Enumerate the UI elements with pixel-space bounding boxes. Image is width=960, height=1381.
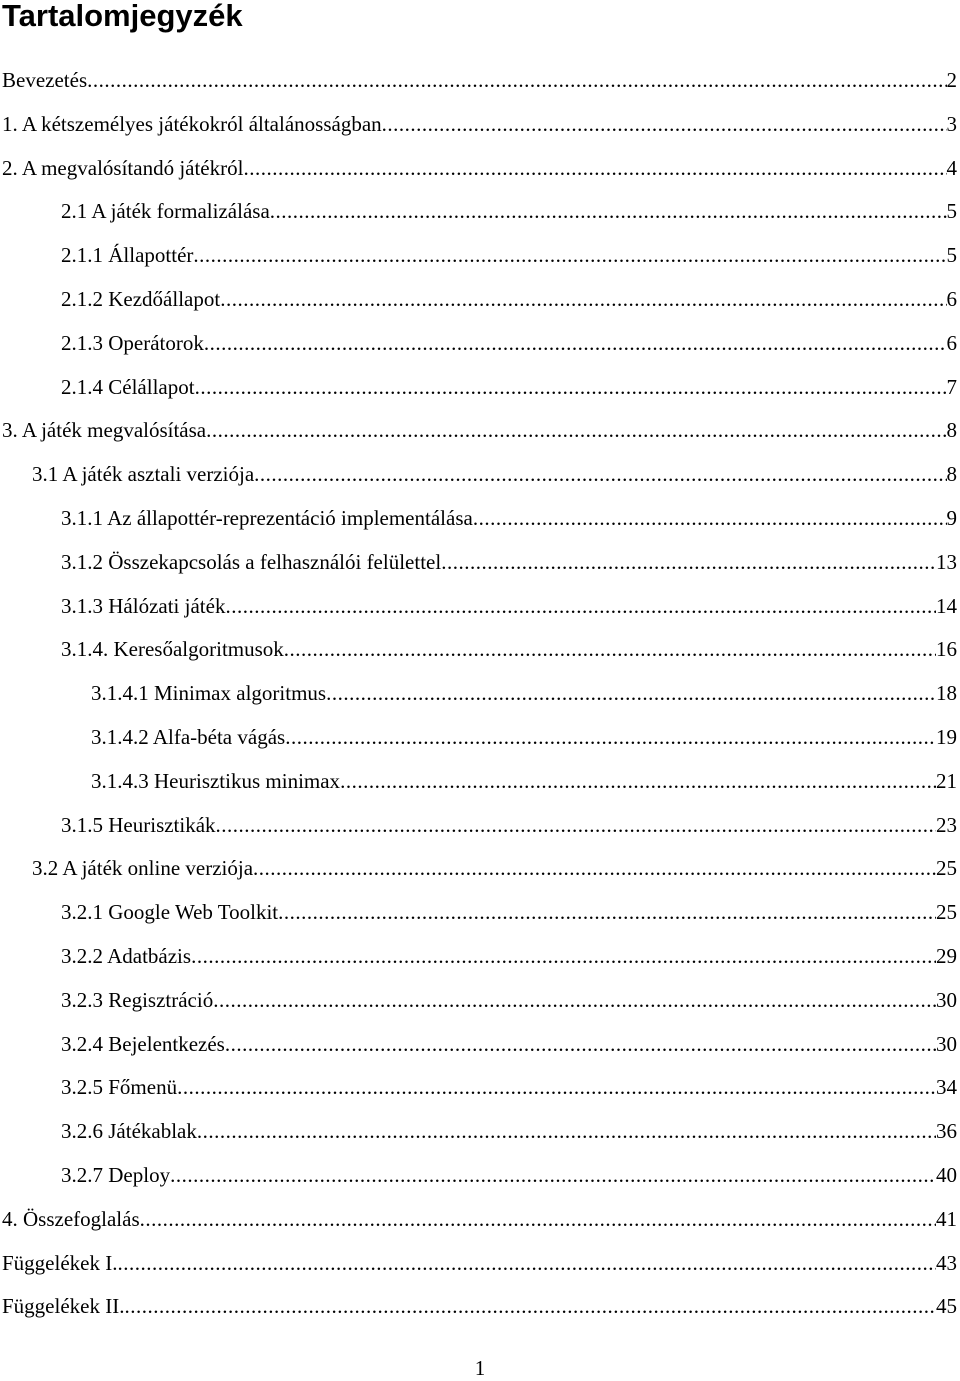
toc-entry-page: 3 (946, 111, 957, 136)
toc-dot-leader (225, 1023, 936, 1067)
toc-entry-title: 3.1.5 Heurisztikák (61, 812, 216, 837)
toc-entry-page: 13 (936, 549, 957, 574)
toc-entry[interactable] (0, 278, 960, 322)
toc-entry-page: 23 (936, 812, 957, 837)
toc-dot-leader (206, 409, 946, 453)
toc-entry-title: 3.2.4 Bejelentkezés (61, 1031, 225, 1056)
toc-entry-title: 3. A játék megvalósítása (2, 418, 207, 443)
toc-entry[interactable] (0, 234, 960, 278)
toc-dot-leader (382, 103, 947, 147)
toc-entry-page: 2 (946, 68, 957, 92)
toc-entry-title: Függelékek II. (2, 1294, 125, 1319)
toc-dot-leader (243, 147, 946, 191)
toc-dot-leader (340, 760, 936, 804)
toc-dot-leader (140, 1198, 936, 1242)
toc-dot-leader (278, 891, 936, 935)
toc-entry-page: 16 (936, 637, 957, 662)
toc-entry-page: 30 (936, 987, 957, 1012)
toc-entry-page: 25 (936, 900, 957, 925)
toc-entry[interactable] (0, 1154, 960, 1198)
toc-entry-title: 2.1.1 Állapottér (61, 243, 194, 268)
toc-entry-title: 2.1 A játék formalizálása (61, 199, 270, 224)
toc-entry[interactable] (0, 541, 960, 585)
toc-entry-page: 6 (946, 330, 957, 355)
toc-entry-page: 14 (936, 593, 957, 618)
toc-entry-title: 2.1.3 Operátorok (61, 330, 204, 355)
toc-dot-leader (213, 979, 936, 1023)
toc-entry[interactable] (0, 804, 960, 848)
toc-entry-title: 2.1.2 Kezdőállapot (61, 286, 221, 311)
toc-entry[interactable] (0, 1198, 960, 1242)
toc-entry-title: 3.1.4. Keresőalgoritmusok (61, 637, 284, 662)
toc-entry-title: 3.2.6 Játékablak (61, 1119, 197, 1144)
toc-entry[interactable] (0, 59, 960, 103)
toc-dot-leader (220, 278, 946, 322)
toc-list (0, 59, 960, 1329)
toc-entry-page: 34 (936, 1075, 957, 1100)
toc-dot-leader (195, 366, 947, 410)
toc-entry-title: 3.1 A játék asztali verziója (32, 462, 255, 487)
toc-dot-leader (270, 190, 947, 234)
toc-entry[interactable] (0, 409, 960, 453)
toc-entry[interactable] (0, 147, 960, 191)
toc-dot-leader (193, 234, 946, 278)
toc-entry[interactable] (0, 628, 960, 672)
page-title: Tartalomjegyzék (2, 0, 243, 33)
toc-dot-leader (124, 1285, 936, 1329)
toc-entry-page: 6 (946, 286, 957, 311)
toc-dot-leader (441, 541, 936, 585)
toc-entry-title: 3.1.2 Összekapcsolás a felhasználói felülettel (61, 549, 442, 574)
toc-entry-title: 3.2.2 Adatbázis (61, 943, 192, 968)
toc-entry-title: 3.2 A játék online verziója (32, 856, 254, 881)
toc-entry-title: 3.2.7 Deploy (61, 1162, 171, 1187)
toc-dot-leader (254, 453, 946, 497)
toc-entry[interactable] (0, 979, 960, 1023)
toc-entry-page: 40 (936, 1162, 957, 1187)
toc-entry-page: 19 (936, 724, 957, 749)
toc-dot-leader (253, 847, 936, 891)
toc-entry[interactable] (0, 585, 960, 629)
toc-entry-page: 29 (936, 943, 957, 968)
toc-entry-page: 7 (946, 374, 957, 399)
toc-entry-page: 4 (946, 155, 957, 180)
toc-dot-leader (87, 59, 946, 103)
toc-entry-page: 36 (936, 1119, 957, 1144)
toc-entry[interactable] (0, 935, 960, 979)
toc-entry[interactable] (0, 672, 960, 716)
toc-entry-title: 3.2.5 Főmenü (61, 1075, 178, 1100)
toc-entry[interactable] (0, 366, 960, 410)
toc-entry-page: 41 (936, 1206, 957, 1231)
toc-dot-leader (177, 1066, 936, 1110)
toc-dot-leader (225, 585, 936, 629)
toc-dot-leader (170, 1154, 936, 1198)
toc-entry-title: 4. Összefoglalás (2, 1206, 140, 1231)
toc-entry[interactable] (0, 497, 960, 541)
toc-entry-page: 25 (936, 856, 957, 881)
toc-dot-leader (473, 497, 947, 541)
toc-entry[interactable] (0, 1066, 960, 1110)
toc-dot-leader (117, 1242, 936, 1286)
toc-dot-leader (285, 716, 936, 760)
toc-entry-page: 5 (946, 199, 957, 224)
toc-entry-title: Függelékek I. (2, 1250, 118, 1275)
toc-entry-page: 9 (946, 505, 957, 530)
toc-entry[interactable] (0, 1242, 960, 1286)
toc-entry-page: 43 (936, 1250, 957, 1275)
toc-entry-title: 3.1.4.1 Minimax algoritmus (91, 681, 327, 706)
toc-dot-leader (197, 1110, 936, 1154)
toc-entry[interactable] (0, 190, 960, 234)
toc-dot-leader (326, 672, 936, 716)
page-number: 1 (474, 1356, 486, 1380)
toc-entry[interactable] (0, 453, 960, 497)
toc-entry[interactable] (0, 103, 960, 147)
toc-entry-page: 5 (946, 243, 957, 268)
toc-dot-leader (216, 804, 936, 848)
toc-dot-leader (191, 935, 936, 979)
toc-entry-title: 3.1.3 Hálózati játék (61, 593, 226, 618)
toc-entry[interactable] (0, 1110, 960, 1154)
toc-entry[interactable] (0, 760, 960, 804)
toc-entry[interactable] (0, 847, 960, 891)
toc-entry[interactable] (0, 891, 960, 935)
toc-entry-page: 45 (936, 1294, 957, 1319)
toc-entry[interactable] (0, 1023, 960, 1067)
toc-entry-title: 1. A kétszemélyes játékokról általánosságban (2, 111, 382, 136)
toc-entry-title: 3.1.4.3 Heurisztikus minimax (91, 768, 341, 793)
toc-entry-page: 8 (946, 418, 957, 443)
toc-entry-title: Bevezetés (2, 68, 88, 92)
toc-entry-title: 2.1.4 Célállapot (61, 374, 195, 399)
toc-entry-title: 3.1.4.2 Alfa-béta vágás (91, 724, 286, 749)
toc-dot-leader (284, 628, 936, 672)
toc-entry-title: 3.1.1 Az állapottér-reprezentáció implementálása (61, 505, 473, 530)
toc-entry-page: 8 (946, 462, 957, 487)
toc-entry[interactable] (0, 322, 960, 366)
toc-entry-page: 21 (936, 768, 957, 793)
toc-dot-leader (204, 322, 947, 366)
toc-entry-page: 30 (936, 1031, 957, 1056)
toc-entry-title: 3.2.3 Regisztráció (61, 987, 214, 1012)
toc-entry-title: 3.2.1 Google Web Toolkit (61, 900, 279, 925)
toc-entry-title: 2. A megvalósítandó játékról (2, 155, 244, 180)
toc-entry-page: 18 (936, 681, 957, 706)
toc-entry[interactable] (0, 1285, 960, 1329)
toc-entry[interactable] (0, 716, 960, 760)
